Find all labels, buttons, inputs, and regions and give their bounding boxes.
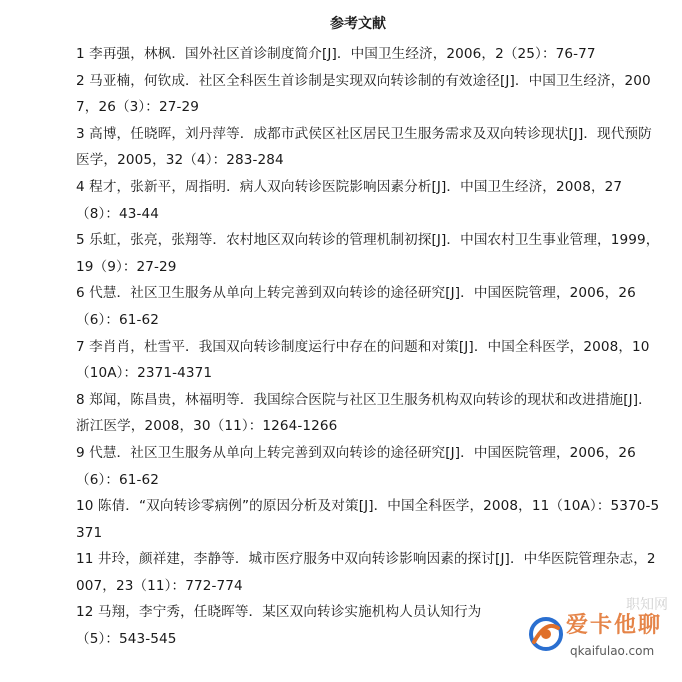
site-watermark [526,597,676,672]
references-heading: 参考文献 [330,16,386,32]
watermark-ghost-text: 职知网 [626,597,668,613]
reference-item-7: 7 李肖肖，杜雪平．我国双向转诊制度运行中存在的问题和对策[J]．中国全科医学，2008，10（10A）：2371-4371 [76,338,650,382]
watermark-logo-icon [526,614,566,654]
reference-item-12: 12 马翔，李宁秀，任晓晖等．某区双向转诊实施机构人员认知行为 [76,604,482,621]
watermark-brand-text: 爱卡他聊 [566,613,663,638]
reference-item-1: 1 李再强，林枫．国外社区首诊制度简介[J]．中国卫生经济，2006，2（25）：76-77 [76,46,596,62]
reference-item-9: 9 代慧．社区卫生服务从单向上转完善到双向转诊的途径研究[J]．中国医院管理，2006，26（6）：61-62 [76,444,636,488]
reference-item-11: 11 井玲，颜祥建，李静等．城市医疗服务中双向转诊影响因素的探讨[J]．中华医院管理杂志，2007，23（11）：772-774 [76,551,656,594]
reference-item-2: 2 马亚楠，何钦成．社区全科医生首诊制是实现双向转诊制的有效途径[J]．中国卫生经济，2007，26（3）：27-29 [76,72,651,116]
watermark-url-text: qkaifulao.com [570,644,655,658]
reference-item-8: 8 郑闻，陈昌贵，林福明等．我国综合医院与社区卫生服务机构双向转诊的现状和改进措施[J]．浙江医学，2008，30（11）：1264-1266 [76,391,652,435]
reference-item-10: 10 陈倩．“双向转诊零病例”的原因分析及对策[J]．中国全科医学，2008，11（10A）：5370-5371 [76,498,660,541]
reference-item-4: 4 程才，张新平，周指明．病人双向转诊医院影响因素分析[J]．中国卫生经济，2008，27（8）：43-44 [76,178,623,222]
reference-item-3: 3 高博，任晓晖，刘丹萍等．成都市武侯区社区居民卫生服务需求及双向转诊现状[J]．现代预防医学，2005，32（4）：283-284 [76,125,652,169]
reference-item-12-continuation: （5）：543-545 [76,631,177,648]
reference-item-5: 5 乐虹，张亮，张翔等．农村地区双向转诊的管理机制初探[J]．中国农村卫生事业管理，1999，19（9）：27-29 [76,232,660,275]
reference-item-6: 6 代慧．社区卫生服务从单向上转完善到双向转诊的途径研究[J]．中国医院管理，2006，26（6）：61-62 [76,285,636,328]
